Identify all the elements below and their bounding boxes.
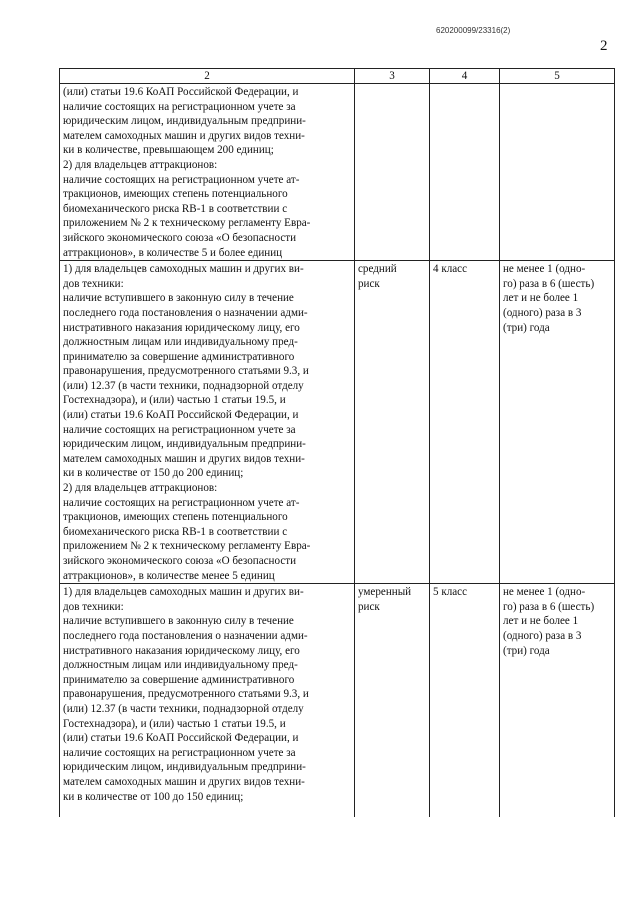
- criteria-cell: [60, 584, 355, 818]
- text-line: наличие вступившего в законную силу в течение: [63, 615, 294, 628]
- text-line: аттракционов», в количестве менее 5 единиц: [63, 569, 275, 582]
- column-header: 5: [500, 69, 615, 84]
- text-line: ки в количестве от 100 до 150 единиц;: [63, 790, 244, 803]
- text-line: дов техники:: [63, 277, 124, 290]
- table-row: [60, 84, 615, 261]
- text-line: Гостехнадзора), и (или) частью 1 статьи 19.5, и: [63, 717, 286, 730]
- text-line: (или) статьи 19.6 КоАП Российской Федерации, и: [63, 732, 299, 745]
- text-line: мателем самоходных машин и других видов техни-: [63, 452, 305, 465]
- text-line: 2) для владельцев аттракционов:: [63, 158, 218, 171]
- text-line: биомеханического риска RB-1 в соответствии с: [63, 202, 288, 215]
- text-line: юридическим лицом, индивидуальным предприни-: [63, 115, 306, 128]
- text-line: приложением № 2 к техническому регламенту Евра-: [63, 540, 311, 553]
- text-line: принимателю за совершение административного: [63, 673, 295, 686]
- table-header-row: [60, 69, 615, 84]
- text-line: лет и не более 1: [503, 292, 579, 305]
- risk-category-cell: [355, 261, 430, 584]
- text-line: приложением № 2 к техническому регламенту Евра-: [63, 217, 311, 230]
- text-line: наличие состоящих на регистрационном учете ат-: [63, 173, 300, 186]
- text-line: юридическим лицом, индивидуальным предприни-: [63, 761, 306, 774]
- text-line: последнего года постановления о назначении адми-: [63, 306, 308, 319]
- text-line: принимателю за совершение административного: [63, 350, 295, 363]
- text-line: риск: [358, 600, 380, 613]
- text-line: не менее 1 (одно-: [503, 586, 586, 599]
- hazard-class-cell: [430, 84, 500, 261]
- text-line: мателем самоходных машин и других видов техни-: [63, 775, 305, 788]
- criteria-table: [59, 68, 615, 817]
- frequency-cell: [500, 84, 615, 261]
- text-line: 1) для владельцев самоходных машин и других ви-: [63, 263, 304, 276]
- text-line: наличие состоящих на регистрационном учете ат-: [63, 496, 300, 509]
- text-line: ки в количестве, превышающем 200 единиц;: [63, 144, 274, 157]
- text-line: должностным лицам или индивидуальному пред-: [63, 336, 298, 349]
- table-row: [60, 261, 615, 584]
- text-line: (три) года: [503, 644, 550, 657]
- text-line: биомеханического риска RB-1 в соответствии с: [63, 525, 288, 538]
- frequency-cell: [500, 261, 615, 584]
- text-line: го) раза в 6 (шесть): [503, 277, 595, 290]
- text-line: умеренный: [358, 586, 412, 599]
- text-line: 2) для владельцев аттракционов:: [63, 482, 218, 495]
- text-line: тракционов, имеющих степень потенциального: [63, 511, 288, 524]
- text-line: дов техники:: [63, 600, 124, 613]
- table-row: [60, 584, 615, 818]
- text-line: (или) 12.37 (в части техники, поднадзорной отделу: [63, 379, 304, 392]
- text-line: наличие состоящих на регистрационном учете за: [63, 100, 296, 113]
- text-line: правонарушения, предусмотренного статьями 9.3, и: [63, 688, 309, 701]
- text-line: го) раза в 6 (шесть): [503, 600, 595, 613]
- document-id: 620200099/23316(2): [436, 26, 511, 35]
- text-line: тракционов, имеющих степень потенциального: [63, 188, 288, 201]
- criteria-cell: [60, 84, 355, 261]
- text-line: 4 класс: [433, 263, 468, 276]
- column-header: 3: [355, 69, 430, 84]
- text-line: зийского экономического союза «О безопасности: [63, 555, 297, 567]
- text-line: (три) года: [503, 321, 550, 334]
- text-line: лет и не более 1: [503, 615, 579, 628]
- text-line: наличие состоящих на регистрационном учете за: [63, 423, 296, 436]
- text-line: юридическим лицом, индивидуальным предприни-: [63, 438, 306, 451]
- risk-category-cell: [355, 584, 430, 818]
- text-line: нистративного наказания юридическому лицу, его: [63, 644, 300, 657]
- text-line: не менее 1 (одно-: [503, 263, 586, 276]
- frequency-cell: [500, 584, 615, 818]
- page-number: 2: [600, 38, 608, 54]
- text-line: наличие состоящих на регистрационном учете за: [63, 746, 296, 759]
- risk-category-cell: [355, 84, 430, 261]
- text-line: (одного) раза в 3: [503, 306, 582, 319]
- text-line: последнего года постановления о назначении адми-: [63, 629, 308, 642]
- text-line: должностным лицам или индивидуальному пред-: [63, 659, 298, 672]
- column-header: 4: [430, 69, 500, 84]
- criteria-cell: [60, 261, 355, 584]
- text-line: нистративного наказания юридическому лицу, его: [63, 321, 300, 334]
- hazard-class-cell: [430, 584, 500, 818]
- text-line: (или) 12.37 (в части техники, поднадзорной отделу: [63, 702, 304, 715]
- text-line: аттракционов», в количестве 5 и более единиц: [63, 246, 283, 259]
- column-header: 2: [60, 69, 355, 84]
- text-line: Гостехнадзора), и (или) частью 1 статьи 19.5, и: [63, 394, 286, 407]
- text-line: (или) статьи 19.6 КоАП Российской Федерации, и: [63, 86, 299, 98]
- text-line: зийского экономического союза «О безопасности: [63, 231, 297, 244]
- text-line: средний: [358, 263, 397, 276]
- text-line: (одного) раза в 3: [503, 629, 582, 642]
- text-line: (или) статьи 19.6 КоАП Российской Федерации, и: [63, 409, 299, 422]
- hazard-class-cell: [430, 261, 500, 584]
- text-line: ки в количестве от 150 до 200 единиц;: [63, 467, 244, 480]
- text-line: правонарушения, предусмотренного статьями 9.3, и: [63, 365, 309, 378]
- text-line: наличие вступившего в законную силу в течение: [63, 292, 294, 305]
- text-line: 5 класс: [433, 586, 468, 599]
- text-line: 1) для владельцев самоходных машин и других ви-: [63, 586, 304, 599]
- text-line: риск: [358, 277, 380, 290]
- text-line: мателем самоходных машин и других видов техни-: [63, 129, 305, 142]
